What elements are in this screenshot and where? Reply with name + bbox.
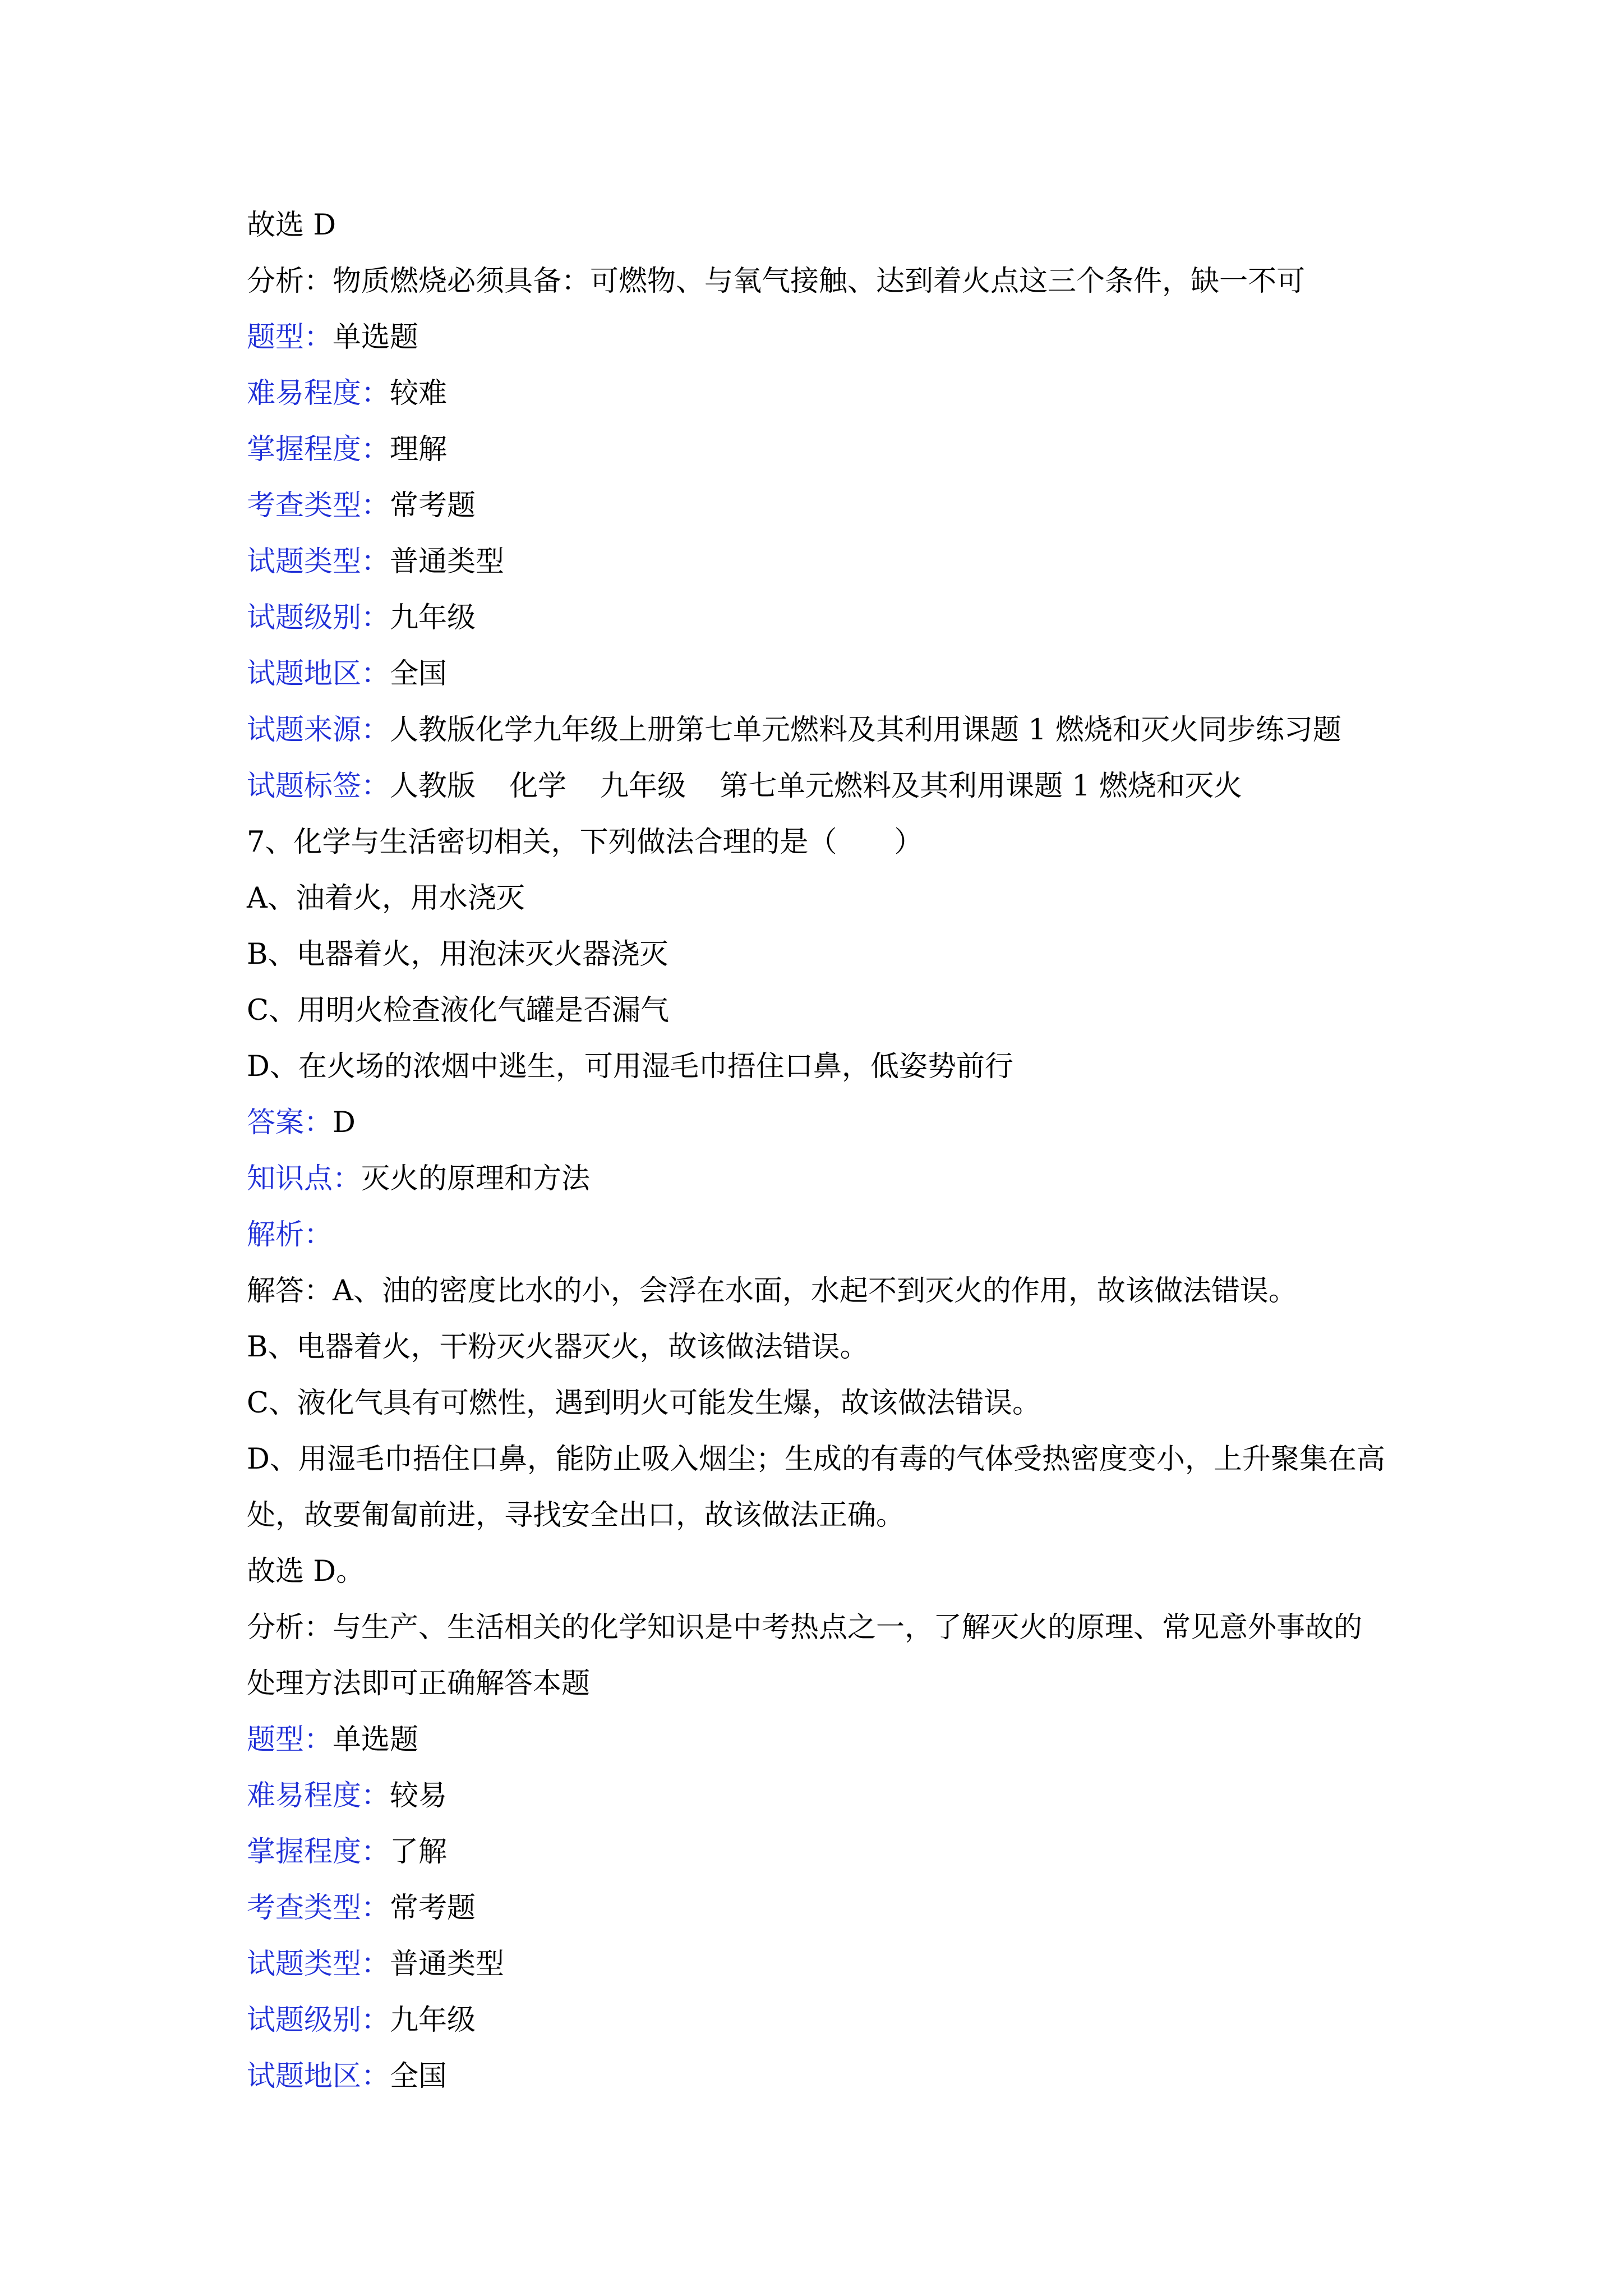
q7-meta-difficulty — [247, 1768, 1385, 1824]
q6-meta-source — [247, 702, 1385, 758]
meta-value: 较难 — [390, 377, 448, 410]
q6-meta-question-type — [247, 534, 1385, 590]
meta-value: 全国 — [390, 657, 448, 691]
q7-knowledge-point — [247, 1151, 1385, 1207]
meta-label: 试题类型： — [247, 545, 390, 578]
tag: 第七单元燃料及其利用课题 1 燃烧和灭火 — [720, 770, 1242, 803]
meta-value: 单选题 — [333, 321, 419, 354]
q7-option-d: D、在火场的浓烟中逃生，可用湿毛巾捂住口鼻，低姿势前行 — [247, 1050, 1013, 1083]
q7-meta-region — [247, 2049, 1385, 2105]
meta-label: 掌握程度： — [247, 433, 390, 466]
meta-label: 试题地区： — [247, 2060, 390, 2093]
q6-meta-tags — [247, 758, 1385, 815]
q6-conclusion: 故选 D — [247, 209, 336, 242]
meta-label: 难易程度： — [247, 1779, 390, 1812]
meta-value: 了解 — [390, 1835, 448, 1869]
q7-answer — [247, 1095, 1385, 1151]
q7-explain-line: D、用湿毛巾捂住口鼻，能防止吸入烟尘；生成的有毒的气体受热密度变小，上升聚集在高处，故要匍匐前进，寻找安全出口，故该做法正确。 — [247, 1443, 1385, 1532]
q7-explain-line: C、液化气具有可燃性，遇到明火可能发生爆，故该做法错误。 — [247, 1387, 1041, 1420]
tag: 化学 — [509, 770, 567, 803]
q7-explain-line: 解答：A、油的密度比水的小，会浮在水面，水起不到灭火的作用，故该做法错误。 — [247, 1274, 1297, 1308]
q6-analysis: 分析：物质燃烧必须具备：可燃物、与氧气接触、达到着火点这三个条件，缺一不可 — [247, 265, 1306, 298]
q7-stem: 7、化学与生活密切相关，下列做法合理的是（ ） — [247, 826, 923, 859]
q6-meta-exam-type — [247, 478, 1385, 534]
q7-option-b: B、电器着火，用泡沫灭火器浇灭 — [247, 938, 668, 971]
meta-label: 考查类型： — [247, 1892, 390, 1925]
knowledge-label: 知识点： — [247, 1162, 362, 1195]
document-body — [247, 197, 1385, 2105]
q7-meta-grade — [247, 1993, 1385, 2049]
meta-label: 难易程度： — [247, 377, 390, 410]
q7-meta-exam-type — [247, 1880, 1385, 1936]
meta-label: 掌握程度： — [247, 1835, 390, 1869]
meta-label: 试题来源： — [247, 714, 390, 747]
q7-conclusion: 故选 D。 — [247, 1555, 365, 1588]
q6-meta-difficulty — [247, 366, 1385, 422]
q6-meta-region — [247, 646, 1385, 702]
explain-label: 解析： — [247, 1218, 333, 1251]
meta-value: 理解 — [390, 433, 448, 466]
meta-label: 试题标签： — [247, 770, 390, 803]
meta-label: 题型： — [247, 321, 333, 354]
q7-explain-line: B、电器着火，干粉灭火器灭火，故该做法错误。 — [247, 1331, 869, 1364]
meta-label: 试题级别： — [247, 2004, 390, 2037]
q7-meta-mastery — [247, 1824, 1385, 1880]
answer-label: 答案： — [247, 1106, 333, 1139]
q7-meta-type — [247, 1712, 1385, 1768]
meta-value: 常考题 — [390, 489, 476, 522]
meta-label: 试题类型： — [247, 1948, 390, 1981]
meta-value: 九年级 — [390, 601, 476, 634]
q6-meta-type — [247, 310, 1385, 366]
q7-analysis: 分析：与生产、生活相关的化学知识是中考热点之一，了解灭火的原理、常见意外事故的处理方法即可正确解答本题 — [247, 1611, 1363, 1700]
meta-value: 九年级 — [390, 2004, 476, 2037]
meta-value: 全国 — [390, 2060, 448, 2093]
q7-option-a: A、油着火，用水浇灭 — [247, 882, 525, 915]
q7-meta-question-type — [247, 1936, 1385, 1993]
q7-option-c: C、用明火检查液化气罐是否漏气 — [247, 994, 670, 1027]
meta-value: 较易 — [390, 1779, 448, 1812]
answer-value: D — [333, 1106, 356, 1139]
meta-value: 普通类型 — [390, 1948, 505, 1981]
meta-label: 考查类型： — [247, 489, 390, 522]
tag: 人教版 — [390, 770, 476, 803]
knowledge-value: 灭火的原理和方法 — [361, 1162, 591, 1195]
meta-label: 题型： — [247, 1723, 333, 1756]
q6-meta-grade — [247, 590, 1385, 646]
meta-value: 常考题 — [390, 1892, 476, 1925]
meta-value: 单选题 — [333, 1723, 419, 1756]
meta-value: 人教版化学九年级上册第七单元燃料及其利用课题 1 燃烧和灭火同步练习题 — [390, 714, 1341, 747]
meta-value: 普通类型 — [390, 545, 505, 578]
meta-label: 试题级别： — [247, 601, 390, 634]
tag: 九年级 — [600, 770, 686, 803]
meta-label: 试题地区： — [247, 657, 390, 691]
q7-explain-heading — [247, 1207, 1385, 1263]
q6-meta-mastery — [247, 422, 1385, 478]
